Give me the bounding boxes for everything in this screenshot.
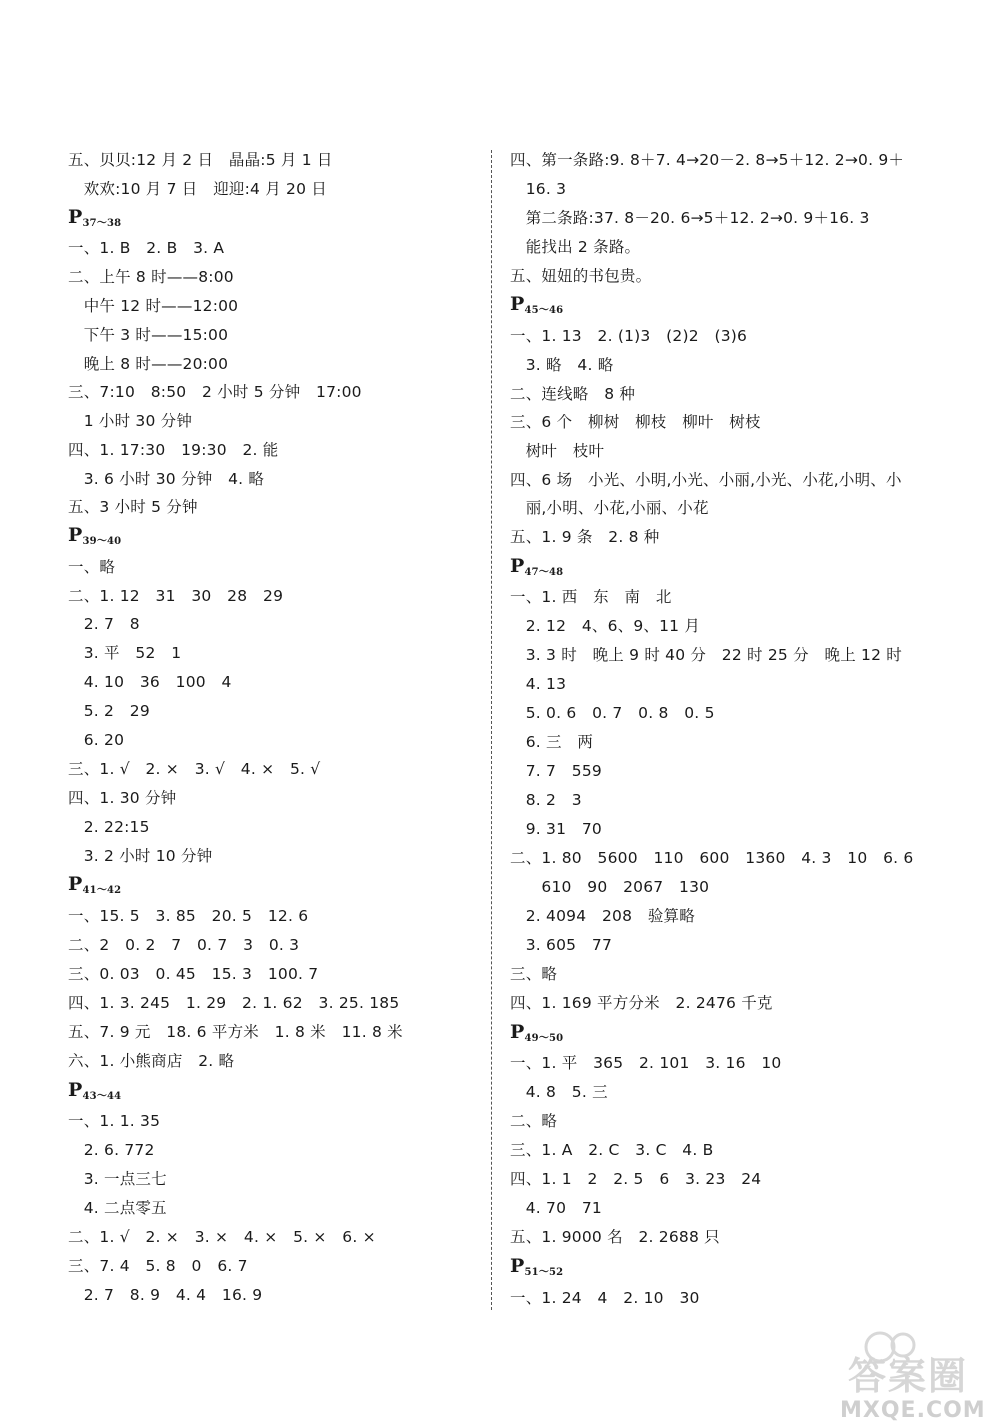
column-divider (491, 150, 492, 1310)
answer-line: 第二条路:37. 8－20. 6→5＋12. 2→0. 9＋16. 3 (510, 209, 870, 227)
answer-line: 五、1. 9000 名 2. 2688 只 (510, 1228, 720, 1246)
answer-line: 四、6 场 小光、小明,小光、小丽,小光、小花,小明、小 (510, 471, 902, 489)
answer-line: 二、上午 8 时——8:00 (68, 268, 234, 286)
page-range-heading: $P_{39\sim 40}$ (68, 524, 122, 547)
answer-line: 四、第一条路:9. 8＋7. 4→20－2. 8→5＋12. 2→0. 9＋ (510, 151, 905, 169)
answer-line: 3. 3 时 晚上 9 时 40 分 22 时 25 分 晚上 12 时 (510, 646, 903, 664)
answer-line: 欢欢:10 月 7 日 迎迎:4 月 20 日 (68, 180, 327, 198)
watermark-url: MXQE.COM (840, 1398, 986, 1423)
answer-line: 一、1. 13 2. (1)3 (2)2 (3)6 (510, 327, 748, 345)
page-range-heading: $P_{43\sim 44}$ (68, 1079, 122, 1102)
answer-line: 4. 二点零五 (68, 1199, 167, 1217)
answer-line: 9. 31 70 (510, 820, 602, 838)
answer-line: 2. 7 8 (68, 615, 140, 633)
answer-line: 一、1. 24 4 2. 10 30 (510, 1289, 700, 1307)
answer-line: 二、1. 80 5600 110 600 1360 4. 3 10 6. 6 (510, 849, 914, 867)
answer-line: 三、1. A 2. C 3. C 4. B (510, 1141, 714, 1159)
answer-line: 3. 605 77 (510, 936, 613, 954)
answer-line: 3. 略 4. 略 (510, 356, 614, 374)
answer-line: 6. 20 (68, 731, 125, 749)
answer-line: 6. 三 两 (510, 733, 594, 751)
answer-line: 二、1. 12 31 30 28 29 (68, 587, 284, 605)
answer-line: 三、6 个 柳树 柳枝 柳叶 树枝 (510, 413, 761, 431)
answer-line: 二、连线略 8 种 (510, 385, 636, 403)
answer-line: 中午 12 时——12:00 (68, 297, 239, 315)
answer-line: 四、1. 30 分钟 (68, 789, 177, 807)
answer-line: 4. 8 5. 三 (510, 1083, 608, 1101)
answer-line: 五、7. 9 元 18. 6 平方米 1. 8 米 11. 8 米 (68, 1023, 403, 1041)
answer-line: 四、1. 169 平方分米 2. 2476 千克 (510, 994, 773, 1012)
answer-line: 五、贝贝:12 月 2 日 晶晶:5 月 1 日 (68, 151, 333, 169)
answer-line: 4. 70 71 (510, 1199, 602, 1217)
answer-line: 三、1. √ 2. × 3. √ 4. × 5. √ (68, 760, 321, 778)
page-range-heading: $P_{49\sim 50}$ (510, 1021, 564, 1044)
answer-line: 二、2 0. 2 7 0. 7 3 0. 3 (68, 936, 300, 954)
answer-line: 五、3 小时 5 分钟 (68, 498, 198, 516)
answer-line: 五、1. 9 条 2. 8 种 (510, 528, 660, 546)
answer-line: 2. 6. 772 (68, 1141, 155, 1159)
answer-line: 一、1. B 2. B 3. A (68, 239, 225, 257)
answer-line: 7. 7 559 (510, 762, 602, 780)
answer-line: 三、7:10 8:50 2 小时 5 分钟 17:00 (68, 383, 362, 401)
answer-line: 晚上 8 时——20:00 (68, 355, 229, 373)
answer-line: 二、1. √ 2. × 3. × 4. × 5. × 6. × (68, 1228, 376, 1246)
answer-line: 一、1. 1. 35 (68, 1112, 161, 1130)
answer-line: 四、1. 3. 245 1. 29 2. 1. 62 3. 25. 185 (68, 994, 400, 1012)
answer-line: 四、1. 17:30 19:30 2. 能 (68, 441, 279, 459)
page-range-heading: $P_{37\sim 38}$ (68, 206, 122, 229)
answer-line: 五、妞妞的书包贵。 (510, 267, 652, 285)
answer-line: 一、1. 西 东 南 北 (510, 588, 672, 606)
answer-line: 树叶 枝叶 (510, 442, 605, 460)
answer-line: 一、略 (68, 558, 116, 576)
answer-line: 4. 10 36 100 4 (68, 673, 232, 691)
answer-line: 3. 平 52 1 (68, 644, 182, 662)
page-range-heading: $P_{51\sim 52}$ (510, 1255, 564, 1278)
answer-line: 5. 0. 6 0. 7 0. 8 0. 5 (510, 704, 715, 722)
answer-line: 下午 3 时——15:00 (68, 326, 229, 344)
answer-line: 3. 6 小时 30 分钟 4. 略 (68, 470, 265, 488)
answer-line: 2. 7 8. 9 4. 4 16. 9 (68, 1286, 263, 1304)
answer-line: 丽,小明、小花,小丽、小花 (510, 499, 709, 517)
answer-line: 8. 2 3 (510, 791, 582, 809)
watermark-text: 答案圈 (848, 1354, 969, 1398)
answer-line: 能找出 2 条路。 (510, 238, 641, 256)
answer-line: 610 90 2067 130 (510, 878, 710, 896)
page-range-heading: $P_{45\sim 46}$ (510, 293, 564, 316)
answer-line: 1 小时 30 分钟 (68, 412, 193, 430)
answer-line: 3. 2 小时 10 分钟 (68, 847, 213, 865)
page-range-heading: $P_{41\sim 42}$ (68, 873, 122, 896)
answer-line: 二、略 (510, 1112, 558, 1130)
answer-line: 一、1. 平 365 2. 101 3. 16 10 (510, 1054, 782, 1072)
answer-line: 2. 12 4、6、9、11 月 (510, 617, 701, 635)
page-range-heading: $P_{47\sim 48}$ (510, 555, 564, 578)
answer-line: 三、0. 03 0. 45 15. 3 100. 7 (68, 965, 319, 983)
answer-line: 2. 22:15 (68, 818, 150, 836)
answer-line: 三、7. 4 5. 8 0 6. 7 (68, 1257, 248, 1275)
answer-line: 16. 3 (510, 180, 567, 198)
answer-line: 4. 13 (510, 675, 567, 693)
answer-line: 5. 2 29 (68, 702, 150, 720)
answer-line: 三、略 (510, 965, 558, 983)
answer-line: 四、1. 1 2 2. 5 6 3. 23 24 (510, 1170, 762, 1188)
answer-line: 一、15. 5 3. 85 20. 5 12. 6 (68, 907, 309, 925)
answer-line: 六、1. 小熊商店 2. 略 (68, 1052, 235, 1070)
answer-line: 3. 一点三七 (68, 1170, 167, 1188)
answer-line: 2. 4094 208 验算略 (510, 907, 695, 925)
